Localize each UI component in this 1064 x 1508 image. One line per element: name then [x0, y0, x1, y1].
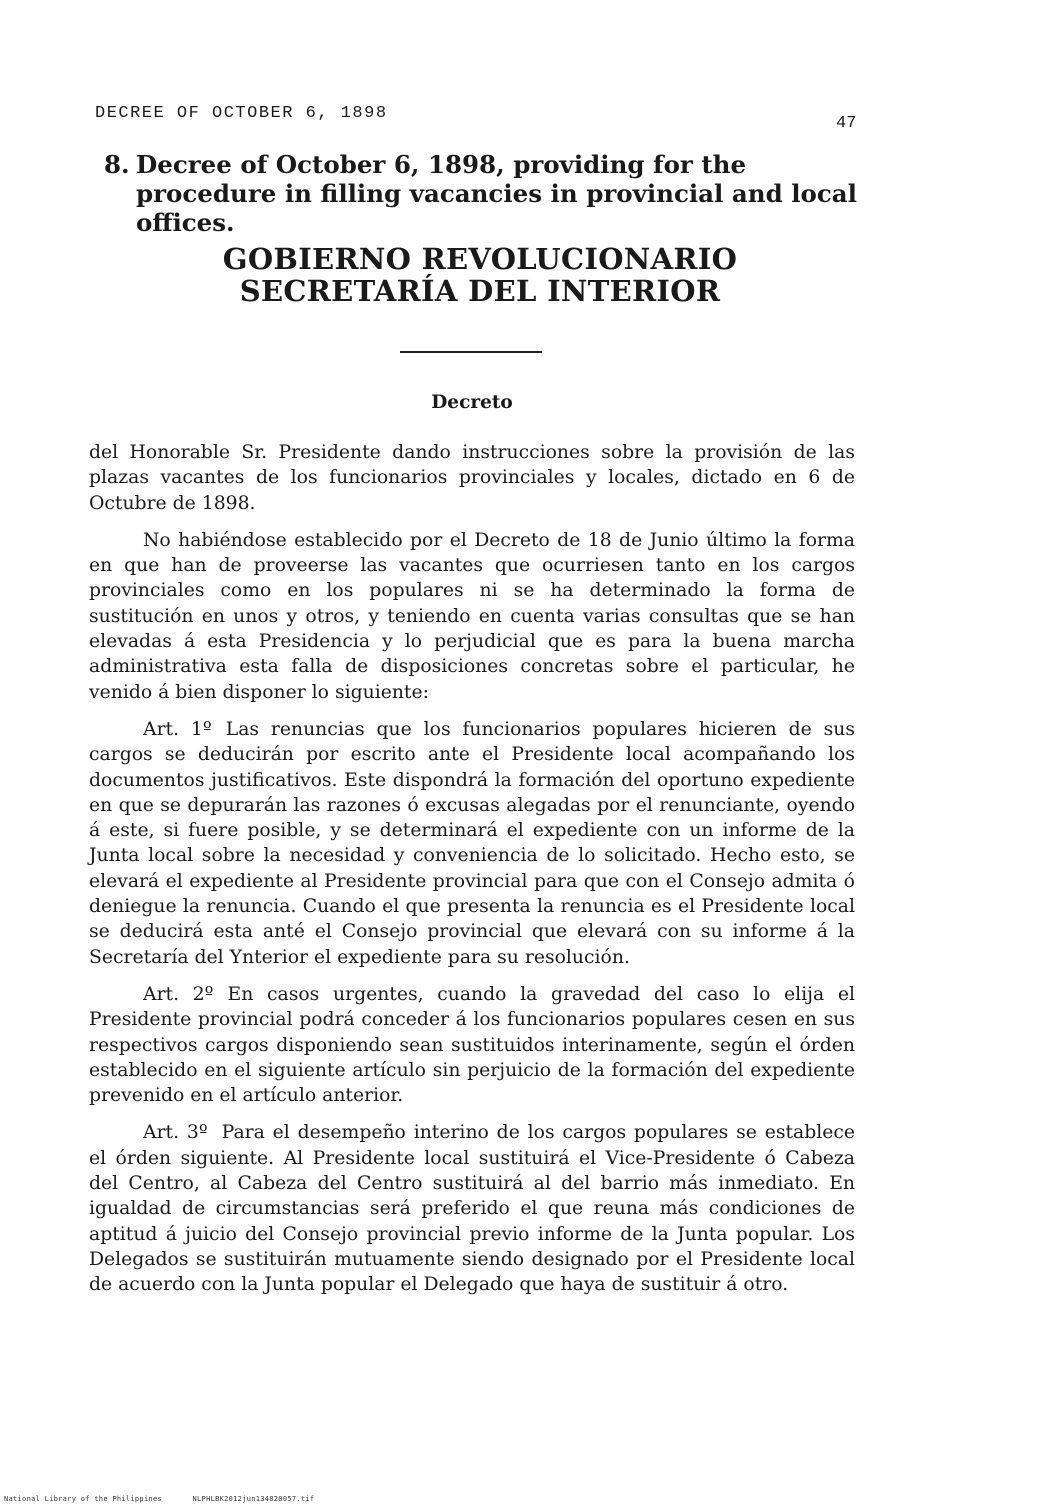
article-1-label: Art. 1º [143, 718, 212, 740]
article-2 [89, 982, 855, 1108]
running-head: DECREE OF OCTOBER 6, 1898 [95, 104, 388, 123]
article-3-text: Para el desempeño interino de los cargos populares se establece el órden siguiente. Al Presidente local sustituirá el Vice-Presidente ó Cabeza del Centro, al Cabeza del Centro sustituirá al del barrio más inmediato. En igualdad de circumstancias será preferido el que reuna más condiciones de aptitud á juicio del Consejo provincial previo informe de la Junta popular. Los Delegados se sustituirán mutuamente siendo designado por el Presidente local de acuerdo con la Junta popular el Delegado que haya de sustituir á otro. [89, 1122, 855, 1296]
article-1-text: Las renuncias que los funcionarios populares hicieren de sus cargos se deducirán por escrito ante el Presidente local acompañando los documentos justificativos. Este dispondrá la formación del oportuno expediente en que se depurarán las razones ó excusas alegadas por el renunciante, oyendo á este, si fuere posible, y se determinará el expediente con un informe de la Junta local sobre la necesidad y conveniencia de lo solicitado. Hecho esto, se elevará el expediente al Presidente provincial para que con el Consejo admita ó deniegue la renuncia. Cuando el que presenta la renuncia es el Presidente local se deducirá esta anté el Consejo provincial que elevará con su informe á la Secretaría del Ynterior el expediente para su resolución. [89, 718, 855, 968]
section-number: 8. [104, 150, 130, 179]
decree-body [89, 440, 855, 1310]
footer-library: National Library of the Philippines [4, 1495, 163, 1503]
section-heading [104, 150, 874, 237]
article-2-label: Art. 2º [143, 983, 214, 1005]
article-2-text: En casos urgentes, cuando la gravedad del caso lo elija el Presidente provincial podrá conceder á los funcionarios populares cesen en sus respectivos cargos disponiendo sean sustituidos interinamente, según el órden establecido en el siguiente artículo sin perjuicio de la formación del expediente prevenido en el artículo anterior. [89, 983, 855, 1107]
article-1 [89, 717, 855, 970]
article-3 [89, 1120, 855, 1297]
scan-footer [4, 1495, 340, 1503]
preamble-paragraph: No habiéndose establecido por el Decreto de 18 de Junio último la forma en que han de proveerse las vacantes que ocurriesen tanto en los cargos provinciales como en los populares ni se ha determinado la forma de sustitución en unos y otros, y teniendo en cuenta varias consultas que se han elevadas á esta Presidencia y lo perjudicial que es para la buena marcha administrativa esta falla de disposiciones concretas sobre el particular, he venido á bien disponer lo siguiente: [89, 529, 855, 703]
footer-file-id: NLPHLBK2012jun134820057.tif [192, 1495, 315, 1503]
intro-paragraph: del Honorable Sr. Presidente dando instrucciones sobre la provisión de las plazas vacantes de los funcionarios provinciales y locales, dictado en 6 de Octubre de 1898. [89, 442, 855, 514]
decreto-label: Decreto [431, 392, 513, 413]
article-3-label: Art. 3º [143, 1122, 208, 1144]
page-number: 47 [836, 114, 857, 133]
horizontal-rule [400, 351, 542, 353]
section-title: Decree of October 6, 1898, providing for the procedure in filling vacancies in provincial and local offices. [136, 150, 857, 237]
government-title [190, 243, 770, 307]
government-title-line2: SECRETARÍA DEL INTERIOR [239, 274, 721, 308]
government-title-line1: GOBIERNO REVOLUCIONARIO [222, 242, 738, 276]
